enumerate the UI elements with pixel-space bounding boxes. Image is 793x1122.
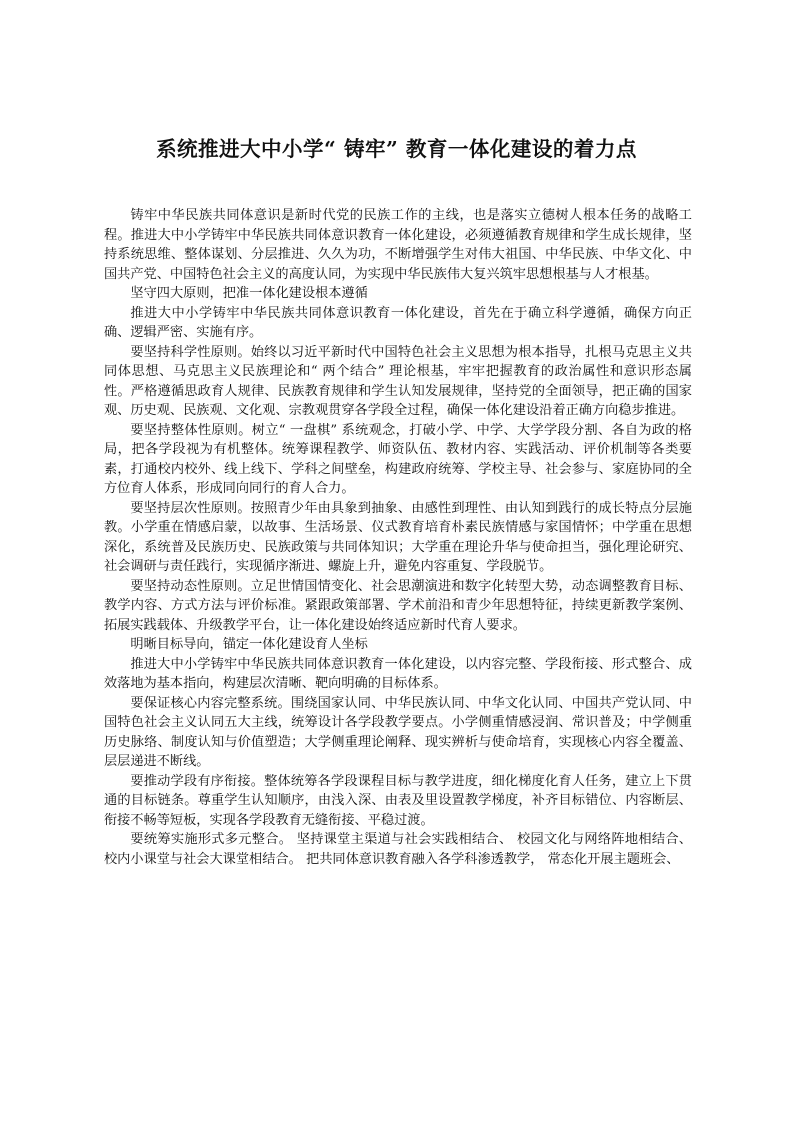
paragraph-core-content: 要保证核心内容完整系统。围绕国家认同、中华民族认同、中华文化认同、中国共产党认同、中国特色社会主义认同五大主线，统筹设计各学段教学要点。小学侧重情感浸润、常识普及；中学侧重历史脉络、制度认知与价值塑造；大学侧重理论阐释、现实辨析与使命培育，实现核心内容全覆盖、层层递进不断线。 [104, 695, 692, 769]
paragraph-intro: 铸牢中华民族共同体意识是新时代党的民族工作的主线，也是落实立德树人根本任务的战略工程。推进大中小学铸牢中华民族共同体意识教育一体化建设，必须遵循教育规律和学生成长规律，坚持系统思维、整体谋划、分层推进、久久为功，不断增强学生对伟大祖国、中华民族、中华文化、中国共产党、中国特色社会主义的高度认同，为实现中华民族伟大复兴筑牢思想根基与人才根基。 [104, 208, 692, 282]
paragraph-principles-intro: 推进大中小学铸牢中华民族共同体意识教育一体化建设，首先在于确立科学遵循，确保方向正确、逻辑严密、实施有序。 [104, 305, 692, 340]
paragraph-orderly-connection: 要推动学段有序衔接。整体统筹各学段课程目标与教学进度，细化梯度化育人任务，建立上下贯通的目标链条。尊重学生认知顺序，由浅入深、由表及里设置教学梯度，补齐目标错位、内容断层、衔接不畅等短板，实现各学段教育无缝衔接、平稳过渡。 [104, 773, 692, 828]
paragraph-hierarchical-principle: 要坚持层次性原则。按照青少年由具象到抽象、由感性到理性、由认知到践行的成长特点分层施教。小学重在情感启蒙，以故事、生活场景、仪式教育培育朴素民族情感与家国情怀；中学重在思想深化，系统普及民族历史、民族政策与共同体知识；大学重在理论升华与使命担当，强化理论研究、社会调研与责任践行，实现循序渐进、螺旋上升，避免内容重复、学段脱节。 [104, 500, 692, 574]
paragraph-holistic-principle: 要坚持整体性原则。树立“ 一盘棋” 系统观念，打破小学、中学、大学学段分割、各自为政的格局，把各学段视为有机整体。统筹课程教学、师资队伍、教材内容、实践活动、评价机制等各类要素，打通校内校外、线上线下、学科之间壁垒，构建政府统筹、学校主导、社会参与、家庭协同的全方位育人体系，形成同向同行的育人合力。 [104, 422, 692, 496]
paragraph-goals-intro: 推进大中小学铸牢中华民族共同体意识教育一体化建设，以内容完整、学段衔接、形式整合、成效落地为基本指向，构建层次清晰、靶向明确的目标体系。 [104, 656, 692, 691]
paragraph-diverse-forms: 要统筹实施形式多元整合。 坚持课堂主渠道与社会实践相结合、 校园文化与网络阵地相结合、校内小课堂与社会大课堂相结合。 把共同体意识教育融入各学科渗透教学， 常态化开展主题班会、 [104, 832, 692, 867]
section-heading-goals: 明晰目标导向，锚定一体化建设育人坐标 [130, 637, 368, 652]
paragraph-scientific-principle: 要坚持科学性原则。始终以习近平新时代中国特色社会主义思想为根本指导，扎根马克思主义共同体思想、马克思主义民族理论和“ 两个结合” 理论根基，牢牢把握教育的政治属性和意识形态属性。严格遵循思政育人规律、民族教育规律和学生认知发展规律，坚持党的全面领导，把正确的国家观、历史观、民族观、文化观、宗教观贯穿各学段全过程，确保一体化建设沿着正确方向稳步推进。 [104, 344, 692, 418]
paragraph-dynamic-principle: 要坚持动态性原则。立足世情国情变化、社会思潮演进和数字化转型大势，动态调整教育目标、教学内容、方式方法与评价标准。紧跟政策部署、学术前沿和青少年思想特征，持续更新教学案例、拓展实践载体、升级教学平台，让一体化建设始终适应新时代育人要求。 [104, 578, 692, 633]
section-heading-principles: 坚守四大原则，把准一体化建设根本遵循 [130, 286, 368, 301]
document-title: 系统推进大中小学“ 铸牢” 教育一体化建设的着力点 [156, 137, 637, 161]
document-body [104, 206, 692, 869]
